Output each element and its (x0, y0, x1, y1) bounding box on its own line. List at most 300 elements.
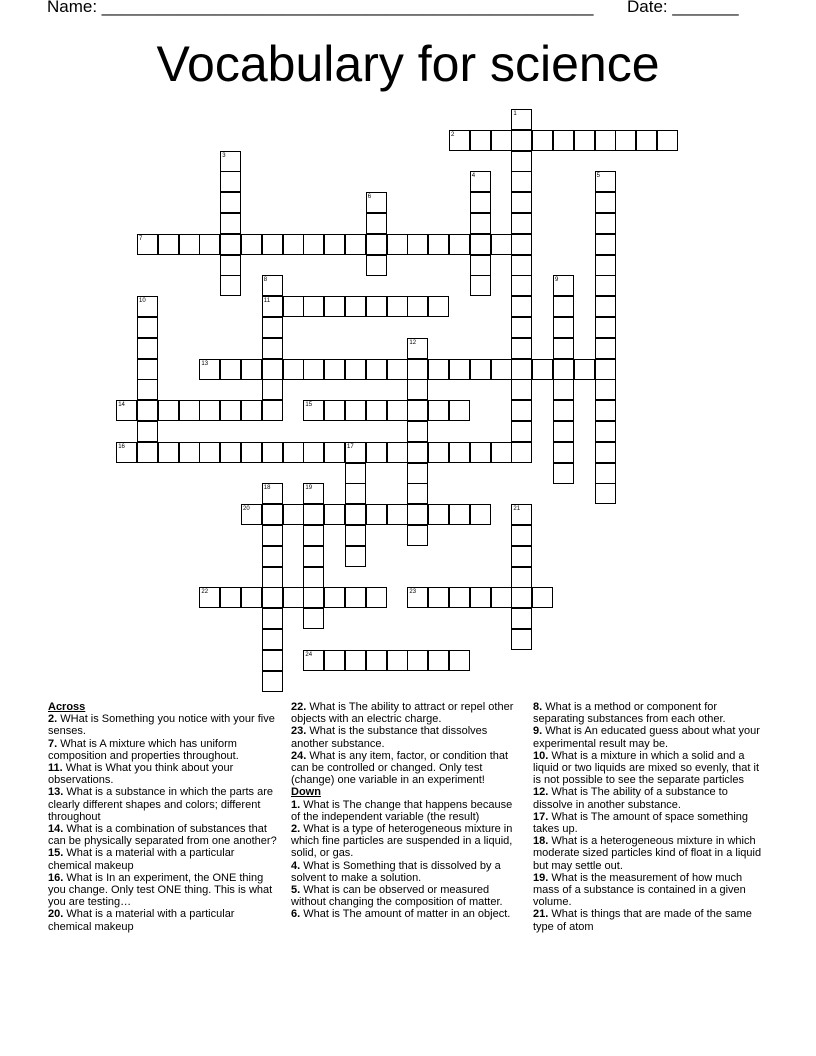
clue-item-text: What is The amount of space something takes up. (533, 810, 749, 836)
clue-item (48, 762, 280, 786)
clue-number-24: 24 (305, 651, 313, 658)
grid-cell[interactable] (511, 421, 532, 442)
grid-cell[interactable] (595, 130, 616, 151)
grid-cell[interactable] (407, 379, 428, 400)
grid-cell[interactable] (470, 587, 491, 608)
clue-number-11: 11 (263, 298, 271, 305)
clue-item-number: 6. (291, 908, 301, 921)
clue-item-text: What is can be observed or measured without changing the composition of matter. (291, 884, 503, 909)
grid-cell[interactable] (158, 442, 179, 463)
grid-cell[interactable] (241, 442, 262, 463)
clue-item-text: What is a material with a particular chemical makeup (48, 908, 235, 933)
grid-cell[interactable] (511, 442, 532, 463)
grid-cell[interactable] (553, 400, 574, 421)
clue-number-20: 20 (243, 506, 250, 513)
clue-item-number: 5. (291, 884, 301, 897)
grid-cell[interactable] (345, 359, 366, 380)
clue-item-number: 20. (48, 908, 64, 921)
date-field-label: Date: _______ (627, 0, 739, 16)
grid-cell[interactable] (324, 296, 345, 317)
clue-item (291, 725, 521, 749)
clue-item-text: What is a combination of substances that can be physically separated from one another? (48, 823, 277, 848)
grid-cell[interactable] (595, 359, 616, 380)
grid-cell[interactable] (220, 213, 241, 234)
grid-cell[interactable] (345, 587, 366, 608)
grid-cell[interactable] (511, 151, 532, 172)
grid-cell[interactable] (366, 213, 387, 234)
grid-cell[interactable] (366, 296, 387, 317)
clue-number-9: 9 (555, 277, 559, 284)
grid-cell[interactable] (324, 400, 345, 421)
grid-cell[interactable] (595, 255, 616, 276)
clue-item-number: 12. (533, 786, 549, 799)
grid-cell[interactable] (262, 234, 283, 255)
clue-item (291, 799, 521, 823)
grid-cell[interactable] (407, 525, 428, 546)
clue-item-text: What is The ability of a substance to dissolve in another substance. (533, 786, 728, 811)
clue-number-10: 10 (139, 298, 146, 305)
clue-item-number: 1. (291, 798, 301, 811)
clue-item-number: 8. (533, 701, 543, 713)
grid-cell[interactable] (449, 504, 470, 525)
clue-item-text: What is a type of heterogeneous mixture in which fine particles are suspended in a liquid, solid, or gas. (291, 823, 513, 860)
grid-cell[interactable] (511, 296, 532, 317)
clue-item (48, 908, 280, 932)
grid-cell[interactable] (470, 442, 491, 463)
clue-item-number: 19. (533, 871, 549, 884)
grid-cell[interactable] (262, 546, 283, 567)
grid-cell[interactable] (595, 379, 616, 400)
grid-cell[interactable] (324, 234, 345, 255)
grid-cell[interactable] (511, 525, 532, 546)
grid-cell[interactable] (345, 504, 366, 525)
clue-item-text: What is An educated guess about what your experimental result may be. (533, 725, 760, 750)
grid-cell[interactable] (407, 463, 428, 484)
clue-number-22: 22 (201, 589, 209, 596)
grid-cell[interactable] (366, 650, 387, 671)
grid-cell[interactable] (366, 442, 387, 463)
grid-cell[interactable] (511, 275, 532, 296)
grid-cell[interactable] (241, 234, 262, 255)
grid-cell[interactable] (553, 442, 574, 463)
grid-cell[interactable] (324, 587, 345, 608)
grid-cell[interactable] (366, 587, 387, 608)
grid-cell[interactable] (511, 317, 532, 338)
grid-cell[interactable] (511, 192, 532, 213)
clue-number-1: 1 (513, 111, 517, 117)
clue-item-number: 17. (533, 810, 549, 823)
clue-item (533, 725, 769, 749)
grid-cell[interactable] (262, 587, 283, 608)
grid-cell[interactable] (595, 421, 616, 442)
grid-cell[interactable] (407, 483, 428, 504)
grid-cell[interactable] (595, 400, 616, 421)
grid-cell[interactable] (262, 608, 283, 629)
grid-cell[interactable] (449, 650, 470, 671)
grid-cell[interactable] (595, 442, 616, 463)
grid-cell[interactable] (511, 234, 532, 255)
clue-item-number: 24. (291, 749, 307, 762)
grid-cell[interactable] (407, 234, 428, 255)
grid-cell[interactable] (553, 130, 574, 151)
grid-cell[interactable] (595, 234, 616, 255)
grid-cell[interactable] (220, 587, 241, 608)
grid-cell[interactable] (428, 359, 449, 380)
clue-number-3: 3 (222, 152, 226, 159)
grid-cell[interactable] (595, 275, 616, 296)
clue-item-number: 22. (291, 701, 307, 713)
grid-cell[interactable] (574, 130, 595, 151)
grid-cell[interactable] (595, 483, 616, 504)
grid-cell[interactable] (595, 338, 616, 359)
grid-cell[interactable] (283, 587, 304, 608)
grid-cell[interactable] (303, 359, 324, 380)
clue-item (48, 786, 280, 823)
grid-cell[interactable] (262, 671, 283, 692)
grid-cell[interactable] (137, 400, 158, 421)
clue-item (533, 872, 769, 909)
grid-cell[interactable] (470, 504, 491, 525)
grid-cell[interactable] (324, 359, 345, 380)
grid-cell[interactable] (345, 234, 366, 255)
grid-cell[interactable] (303, 567, 324, 588)
grid-cell[interactable] (345, 463, 366, 484)
grid-cell[interactable] (407, 400, 428, 421)
grid-cell[interactable] (345, 400, 366, 421)
grid-cell[interactable] (449, 234, 470, 255)
grid-cell[interactable] (345, 546, 366, 567)
grid-cell[interactable] (553, 296, 574, 317)
grid-cell[interactable] (511, 567, 532, 588)
grid-cell[interactable] (262, 400, 283, 421)
clue-item-text: What is a mixture in which a solid and a liquid or two liquids are mixed so evenly, that it is not possible to see the separate particles (533, 749, 760, 787)
clue-number-19: 19 (305, 485, 313, 492)
grid-cell[interactable] (262, 338, 283, 359)
clue-item-text: What is The amount of matter in an object. (300, 908, 511, 921)
clue-number-8: 8 (263, 277, 268, 284)
clue-number-16: 16 (118, 443, 125, 450)
grid-cell[interactable] (137, 317, 158, 338)
grid-cell[interactable] (407, 296, 428, 317)
grid-cell[interactable] (220, 442, 241, 463)
grid-cell[interactable] (345, 483, 366, 504)
clue-item-text: What is any item, factor, or condition that can be controlled or changed. Only test (change) one variable in an experiment! (291, 749, 509, 787)
grid-cell[interactable] (511, 400, 532, 421)
clue-item (291, 908, 521, 920)
section-heading: Down (291, 786, 321, 799)
grid-cell[interactable] (366, 504, 387, 525)
clue-item-text: What is a material with a particular chemical makeup (48, 847, 235, 872)
clue-item (48, 872, 280, 909)
grid-cell[interactable] (407, 650, 428, 671)
clue-number-2: 2 (451, 131, 455, 138)
clue-number-13: 13 (201, 360, 209, 367)
grid-cell[interactable] (303, 442, 324, 463)
grid-cell[interactable] (303, 234, 324, 255)
grid-cell[interactable] (491, 359, 512, 380)
grid-cell[interactable] (511, 338, 532, 359)
grid-cell[interactable] (511, 629, 532, 650)
clue-item (48, 823, 280, 847)
clue-item-number: 10. (533, 749, 549, 762)
clue-item-number: 16. (48, 871, 64, 884)
grid-cell[interactable] (428, 296, 449, 317)
grid-cell[interactable] (657, 130, 678, 151)
grid-cell[interactable] (470, 130, 491, 151)
clue-item-text: What is a heterogeneous mixture in which moderate sized particles kind of float in a liquid but may settle out. (533, 835, 762, 872)
clue-number-7: 7 (139, 235, 143, 242)
clue-item-number: 2. (48, 713, 58, 726)
grid-cell[interactable] (283, 442, 304, 463)
clue-item-text: WHat is Something you notice with your five senses. (48, 713, 275, 738)
grid-cell[interactable] (407, 504, 428, 525)
clue-item (291, 860, 521, 884)
grid-cell[interactable] (449, 587, 470, 608)
grid-cell[interactable] (407, 442, 428, 463)
grid-cell[interactable] (595, 296, 616, 317)
grid-cell[interactable] (428, 442, 449, 463)
grid-cell[interactable] (179, 400, 200, 421)
grid-cell[interactable] (574, 359, 595, 380)
clue-item-number: 7. (48, 737, 58, 750)
grid-cell[interactable] (220, 400, 241, 421)
grid-cell[interactable] (491, 234, 512, 255)
grid-cell[interactable] (428, 650, 449, 671)
grid-cell[interactable] (511, 587, 532, 608)
grid-cell[interactable] (262, 650, 283, 671)
grid-cell[interactable] (262, 359, 283, 380)
clue-item (533, 786, 769, 810)
grid-cell[interactable] (158, 234, 179, 255)
grid-cell[interactable] (137, 359, 158, 380)
name-field-label: Name: ____________________________________________________ (47, 0, 594, 16)
clue-item-number: 14. (48, 823, 64, 836)
grid-cell[interactable] (262, 317, 283, 338)
clue-item-text: What is The change that happens because of the independent variable (the result) (291, 798, 513, 823)
grid-cell[interactable] (511, 130, 532, 151)
grid-cell[interactable] (220, 275, 241, 296)
clue-column-3 (533, 701, 769, 933)
grid-cell[interactable] (324, 650, 345, 671)
clue-number-12: 12 (409, 339, 417, 346)
clue-item-number: 2. (291, 823, 301, 836)
grid-cell[interactable] (387, 359, 408, 380)
clue-item-number: 4. (291, 859, 301, 872)
grid-cell[interactable] (553, 338, 574, 359)
clue-item (48, 713, 280, 737)
clue-item (291, 750, 521, 787)
grid-cell[interactable] (511, 171, 532, 192)
clue-item (533, 750, 769, 787)
grid-cell[interactable] (615, 130, 636, 151)
grid-cell[interactable] (511, 608, 532, 629)
clue-item-text: What is A mixture which has uniform composition and properties throughout. (48, 737, 239, 762)
grid-cell[interactable] (303, 504, 324, 525)
clue-item-text: What is Something that is dissolved by a solvent to make a solution. (291, 859, 501, 884)
clue-number-15: 15 (305, 402, 313, 409)
grid-cell[interactable] (220, 359, 241, 380)
grid-cell[interactable] (366, 255, 387, 276)
grid-cell[interactable] (262, 504, 283, 525)
grid-cell[interactable] (283, 504, 304, 525)
clue-item-text: What is the measurement of how much mass of a substance is contained in a given volume. (533, 871, 746, 909)
grid-cell[interactable] (303, 608, 324, 629)
grid-cell[interactable] (241, 400, 262, 421)
grid-cell[interactable] (470, 275, 491, 296)
grid-cell[interactable] (511, 359, 532, 380)
grid-cell[interactable] (553, 317, 574, 338)
grid-cell[interactable] (324, 504, 345, 525)
grid-cell[interactable] (511, 213, 532, 234)
grid-cell[interactable] (324, 442, 345, 463)
grid-cell[interactable] (407, 359, 428, 380)
grid-cell[interactable] (179, 442, 200, 463)
grid-cell[interactable] (366, 359, 387, 380)
clue-number-6: 6 (367, 194, 372, 201)
grid-cell[interactable] (262, 567, 283, 588)
clue-number-17: 17 (347, 443, 354, 450)
clue-item-text: What is a substance in which the parts are clearly different shapes and colors; different throughout (48, 786, 274, 823)
clue-number-4: 4 (471, 173, 476, 180)
clue-item-text: What is the substance that dissolves another substance. (291, 725, 488, 750)
grid-cell[interactable] (262, 525, 283, 546)
grid-cell[interactable] (449, 400, 470, 421)
grid-cell[interactable] (491, 130, 512, 151)
grid-cell[interactable] (262, 379, 283, 400)
clue-item (291, 823, 521, 860)
clue-number-23: 23 (409, 589, 417, 596)
clue-number-18: 18 (263, 485, 271, 492)
grid-cell[interactable] (595, 213, 616, 234)
clue-item-text: What is The ability to attract or repel other objects with an electric charge. (291, 701, 514, 726)
grid-cell[interactable] (470, 255, 491, 276)
section-heading: Across (48, 701, 86, 713)
clue-item (533, 835, 769, 872)
grid-cell[interactable] (387, 650, 408, 671)
grid-cell[interactable] (595, 192, 616, 213)
grid-cell[interactable] (303, 587, 324, 608)
clue-item (533, 811, 769, 835)
grid-cell[interactable] (407, 421, 428, 442)
grid-cell[interactable] (553, 463, 574, 484)
grid-cell[interactable] (595, 463, 616, 484)
grid-cell[interactable] (428, 587, 449, 608)
grid-cell[interactable] (449, 442, 470, 463)
grid-cell[interactable] (387, 296, 408, 317)
grid-cell[interactable] (532, 130, 553, 151)
grid-cell[interactable] (199, 442, 220, 463)
grid-cell[interactable] (137, 338, 158, 359)
grid-cell[interactable] (470, 192, 491, 213)
clue-item (48, 738, 280, 762)
grid-cell[interactable] (137, 442, 158, 463)
grid-cell[interactable] (387, 234, 408, 255)
grid-cell[interactable] (470, 213, 491, 234)
grid-cell[interactable] (241, 359, 262, 380)
grid-cell[interactable] (532, 359, 553, 380)
grid-cell[interactable] (428, 234, 449, 255)
grid-cell[interactable] (553, 421, 574, 442)
grid-cell[interactable] (511, 255, 532, 276)
clue-number-21: 21 (513, 506, 521, 513)
grid-cell[interactable] (428, 504, 449, 525)
grid-cell[interactable] (283, 359, 304, 380)
grid-cell[interactable] (345, 525, 366, 546)
grid-cell[interactable] (345, 650, 366, 671)
grid-cell[interactable] (428, 400, 449, 421)
grid-cell[interactable] (303, 546, 324, 567)
clue-item (291, 701, 521, 725)
clue-item-number: 11. (48, 762, 63, 775)
puzzle-title: Vocabulary for science (156, 36, 660, 92)
clue-item-number: 18. (533, 835, 549, 848)
grid-cell[interactable] (387, 400, 408, 421)
grid-cell[interactable] (387, 442, 408, 463)
clue-column-2 (291, 701, 521, 921)
grid-cell[interactable] (470, 359, 491, 380)
grid-cell[interactable] (636, 130, 657, 151)
grid-cell[interactable] (283, 234, 304, 255)
grid-cell[interactable] (345, 296, 366, 317)
grid-cell[interactable] (366, 400, 387, 421)
clue-column-1 (48, 701, 280, 933)
grid-cell[interactable] (303, 296, 324, 317)
grid-cell[interactable] (220, 234, 241, 255)
grid-cell[interactable] (449, 359, 470, 380)
grid-cell[interactable] (137, 421, 158, 442)
grid-cell[interactable] (303, 525, 324, 546)
grid-cell[interactable] (387, 504, 408, 525)
grid-cell[interactable] (220, 255, 241, 276)
clue-item-text: What is a method or component for separating substances from each other. (533, 701, 726, 726)
grid-cell[interactable] (220, 171, 241, 192)
grid-cell[interactable] (553, 359, 574, 380)
grid-cell[interactable] (532, 587, 553, 608)
grid-cell[interactable] (491, 587, 512, 608)
clue-item-number: 13. (48, 786, 64, 799)
clue-item-text: What is In an experiment, the ONE thing you change. Only test ONE thing. This is what you are testing… (48, 871, 273, 909)
grid-cell[interactable] (199, 400, 220, 421)
clue-item (533, 908, 769, 932)
clue-item-text: What is What you think about your observations. (48, 762, 234, 787)
grid-cell[interactable] (491, 442, 512, 463)
grid-cell[interactable] (511, 379, 532, 400)
grid-cell[interactable] (179, 234, 200, 255)
grid-cell[interactable] (470, 234, 491, 255)
clue-item-number: 15. (48, 847, 64, 860)
grid-cell[interactable] (262, 442, 283, 463)
clue-number-14: 14 (118, 402, 125, 409)
grid-cell[interactable] (595, 317, 616, 338)
grid-cell[interactable] (511, 546, 532, 567)
clue-item (48, 847, 280, 871)
clue-item-text: What is things that are made of the same type of atom (533, 908, 752, 933)
grid-cell[interactable] (137, 379, 158, 400)
grid-cell[interactable] (366, 234, 387, 255)
clue-item-number: 9. (533, 725, 543, 738)
clue-item-number: 23. (291, 725, 307, 738)
grid-cell[interactable] (241, 587, 262, 608)
clue-number-5: 5 (596, 173, 600, 180)
grid-cell[interactable] (283, 296, 304, 317)
clue-item (291, 884, 521, 908)
grid-cell[interactable] (199, 234, 220, 255)
grid-cell[interactable] (553, 379, 574, 400)
grid-cell[interactable] (262, 629, 283, 650)
grid-cell[interactable] (158, 400, 179, 421)
clue-item-number: 21. (533, 908, 549, 921)
grid-cell[interactable] (220, 192, 241, 213)
